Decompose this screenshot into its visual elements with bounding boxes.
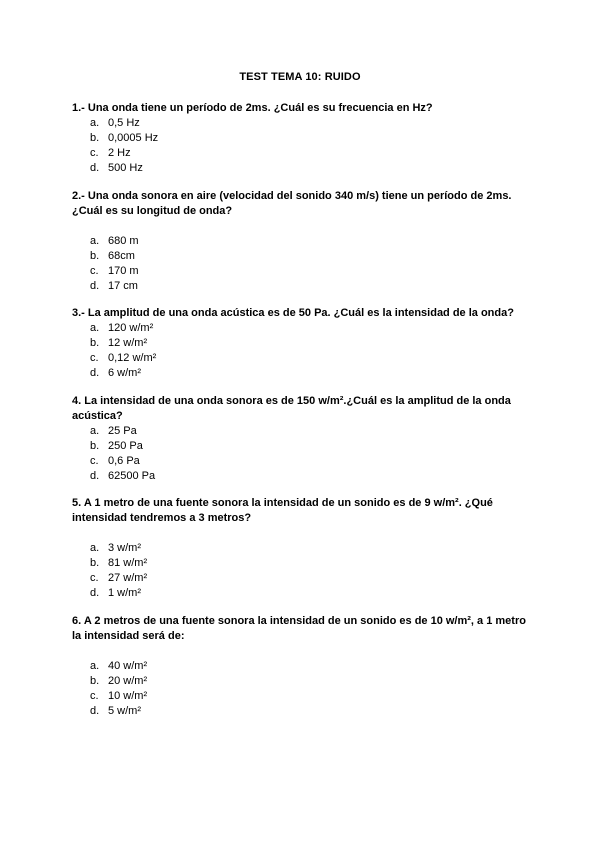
option-text: 12 w/m² bbox=[108, 337, 148, 349]
option-a bbox=[72, 659, 532, 674]
options-list bbox=[72, 659, 532, 719]
option-d bbox=[72, 279, 532, 294]
option-letter: a. bbox=[90, 117, 100, 129]
option-c bbox=[72, 264, 532, 279]
option-a bbox=[72, 116, 532, 131]
option-text: 20 w/m² bbox=[108, 675, 148, 687]
option-b bbox=[72, 439, 532, 454]
option-a bbox=[72, 541, 532, 556]
option-letter: b. bbox=[90, 132, 100, 144]
option-text: 2 Hz bbox=[108, 147, 131, 159]
option-letter: c. bbox=[90, 690, 99, 702]
option-text: 1 w/m² bbox=[108, 587, 141, 599]
option-text: 250 Pa bbox=[108, 440, 143, 452]
options-list bbox=[72, 541, 532, 601]
option-letter: b. bbox=[90, 557, 100, 569]
question-1 bbox=[72, 101, 532, 176]
option-text: 3 w/m² bbox=[108, 542, 141, 554]
option-text: 40 w/m² bbox=[108, 660, 148, 672]
option-c bbox=[72, 351, 532, 366]
options-list bbox=[72, 116, 532, 176]
option-letter: b. bbox=[90, 337, 100, 349]
option-letter: b. bbox=[90, 440, 100, 452]
option-text: 0,5 Hz bbox=[108, 117, 140, 129]
question-6 bbox=[72, 614, 532, 719]
option-c bbox=[72, 689, 532, 704]
option-letter: d. bbox=[90, 162, 100, 174]
question-4 bbox=[72, 394, 532, 484]
option-letter: c. bbox=[90, 455, 99, 467]
option-text: 500 Hz bbox=[108, 162, 143, 174]
option-text: 0,0005 Hz bbox=[108, 132, 159, 144]
option-letter: d. bbox=[90, 280, 100, 292]
option-b bbox=[72, 131, 532, 146]
option-letter: a. bbox=[90, 425, 100, 437]
option-text: 81 w/m² bbox=[108, 557, 148, 569]
option-b bbox=[72, 674, 532, 689]
option-letter: a. bbox=[90, 660, 100, 672]
question-5 bbox=[72, 496, 532, 601]
options-list bbox=[72, 234, 532, 294]
option-letter: c. bbox=[90, 572, 99, 584]
option-d bbox=[72, 161, 532, 176]
options-list bbox=[72, 424, 532, 484]
option-text: 120 w/m² bbox=[108, 322, 154, 334]
option-text: 62500 Pa bbox=[108, 470, 156, 482]
option-a bbox=[72, 424, 532, 439]
option-d bbox=[72, 469, 532, 484]
option-text: 170 m bbox=[108, 265, 139, 277]
question-text: 1.- Una onda tiene un período de 2ms. ¿Cuál es su frecuencia en Hz? bbox=[72, 102, 433, 114]
question-text: 4. La intensidad de una onda sonora es de 150 w/m².¿Cuál es la amplitud de la onda acústica? bbox=[72, 395, 511, 422]
option-text: 680 m bbox=[108, 235, 139, 247]
option-a bbox=[72, 321, 532, 336]
option-letter: a. bbox=[90, 542, 100, 554]
option-letter: d. bbox=[90, 705, 100, 717]
option-letter: b. bbox=[90, 675, 100, 687]
question-text: 6. A 2 metros de una fuente sonora la intensidad de un sonido es de 10 w/m², a 1 metro la intensidad será de: bbox=[72, 615, 526, 642]
option-letter: a. bbox=[90, 322, 100, 334]
option-letter: d. bbox=[90, 470, 100, 482]
option-text: 10 w/m² bbox=[108, 690, 148, 702]
options-list bbox=[72, 321, 532, 381]
question-3 bbox=[72, 306, 532, 381]
option-c bbox=[72, 146, 532, 161]
option-d bbox=[72, 704, 532, 719]
option-letter: d. bbox=[90, 367, 100, 379]
option-text: 25 Pa bbox=[108, 425, 137, 437]
option-a bbox=[72, 234, 532, 249]
question-2 bbox=[72, 189, 532, 294]
option-c bbox=[72, 454, 532, 469]
option-letter: d. bbox=[90, 587, 100, 599]
option-text: 5 w/m² bbox=[108, 705, 141, 717]
option-d bbox=[72, 366, 532, 381]
option-b bbox=[72, 249, 532, 264]
option-letter: c. bbox=[90, 352, 99, 364]
option-letter: a. bbox=[90, 235, 100, 247]
option-text: 17 cm bbox=[108, 280, 138, 292]
option-b bbox=[72, 556, 532, 571]
option-d bbox=[72, 586, 532, 601]
option-text: 0,12 w/m² bbox=[108, 352, 157, 364]
option-letter: c. bbox=[90, 265, 99, 277]
option-b bbox=[72, 336, 532, 351]
question-text: 5. A 1 metro de una fuente sonora la intensidad de un sonido es de 9 w/m². ¿Qué intensidad tendremos a 3 metros? bbox=[72, 497, 493, 524]
question-text: 2.- Una onda sonora en aire (velocidad del sonido 340 m/s) tiene un período de 2ms. ¿Cuál es su longitud de onda? bbox=[72, 190, 512, 217]
option-text: 6 w/m² bbox=[108, 367, 141, 379]
option-c bbox=[72, 571, 532, 586]
option-letter: c. bbox=[90, 147, 99, 159]
option-text: 68cm bbox=[108, 250, 135, 262]
question-text: 3.- La amplitud de una onda acústica es de 50 Pa. ¿Cuál es la intensidad de la onda? bbox=[72, 307, 514, 319]
option-text: 27 w/m² bbox=[108, 572, 148, 584]
page-title: TEST TEMA 10: RUIDO bbox=[239, 71, 361, 83]
option-text: 0,6 Pa bbox=[108, 455, 140, 467]
option-letter: b. bbox=[90, 250, 100, 262]
